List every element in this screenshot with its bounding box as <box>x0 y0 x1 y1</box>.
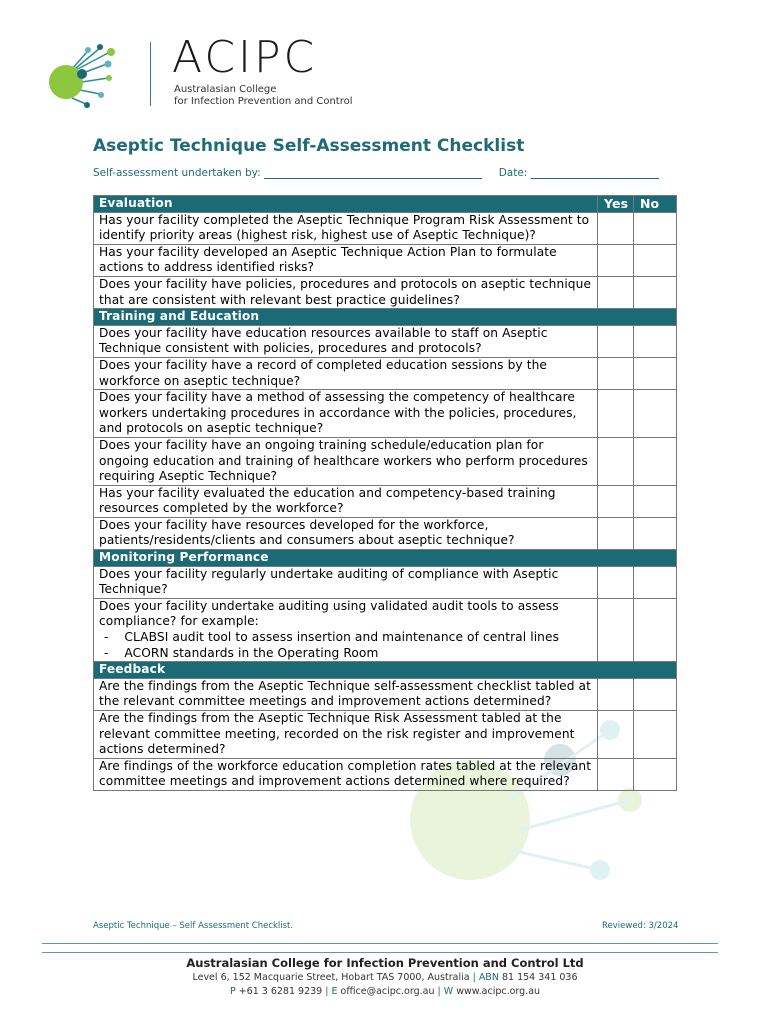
yes-checkbox[interactable] <box>598 566 634 598</box>
footer-doc-name: Aseptic Technique – Self Assessment Checklist. <box>93 921 294 931</box>
footer-contact-line: P +61 3 6281 9239 | E office@acipc.org.au | W www.acipc.org.au <box>229 986 541 997</box>
question-cell <box>94 598 598 661</box>
yes-checkbox[interactable] <box>598 437 634 485</box>
yes-checkbox[interactable] <box>598 276 634 308</box>
question-text: Has your facility completed the Aseptic Technique Program Risk Assessment to identify priority areas (highest risk, highest use of Aseptic Technique)? <box>94 212 598 244</box>
table-row <box>94 212 677 244</box>
footer-web-label: W <box>443 986 454 997</box>
yes-column-header: Yes <box>598 196 634 213</box>
question-text: Does your facility have resources developed for the workforce, patients/residents/clients and consumers about aseptic technique? <box>94 517 598 549</box>
sub-item-text: ACORN standards in the Operating Room <box>124 645 379 660</box>
question-text: Are the findings from the Aseptic Technique self-assessment checklist tabled at the relevant committee meetings and improvement actions determined? <box>94 678 598 710</box>
brand-subtitle <box>174 84 353 108</box>
footer-address: Level 6, 152 Macquarie Street, Hobart TAS 7000, Australia <box>192 972 470 983</box>
section-heading-evaluation: Evaluation <box>94 196 598 213</box>
table-header-row <box>94 196 677 213</box>
footer-web-link[interactable]: www.acipc.org.au <box>456 986 541 997</box>
question-text: Are findings of the workforce education completion rates tabled at the relevant committee meetings and improvement actions determined where required? <box>94 758 598 790</box>
sub-item-text: CLABSI audit tool to assess insertion and maintenance of central lines <box>124 630 560 645</box>
question-text: Does your facility have policies, procedures and protocols on aseptic technique that are consistent with relevant best practice guidelines? <box>94 276 598 308</box>
yes-checkbox[interactable] <box>598 390 634 438</box>
table-row <box>94 485 677 517</box>
yes-checkbox[interactable] <box>598 598 634 661</box>
no-checkbox[interactable] <box>634 758 677 790</box>
no-checkbox[interactable] <box>634 244 677 276</box>
yes-checkbox[interactable] <box>598 485 634 517</box>
no-checkbox[interactable] <box>634 357 677 389</box>
date-field[interactable] <box>531 168 659 179</box>
sub-item <box>99 646 597 662</box>
table-row <box>94 598 677 661</box>
footer-abn: 81 154 341 036 <box>501 972 578 983</box>
question-text: Are the findings from the Aseptic Technique Risk Assessment tabled at the relevant committee meeting, recorded on the risk register and improvement actions determined? <box>94 711 598 759</box>
question-text: Does your facility have an ongoing training schedule/education plan for ongoing education and training of healthcare workers who perform procedures requiring Aseptic Technique? <box>94 437 598 485</box>
table-row <box>94 325 677 357</box>
question-text: Does your facility regularly undertake auditing of compliance with Aseptic Technique? <box>94 566 598 598</box>
footer-reviewed-date: Reviewed: 3/2024 <box>602 921 679 931</box>
section-heading-monitoring: Monitoring Performance <box>94 550 677 567</box>
question-text: Does your facility have education resources available to staff on Aseptic Technique consistent with policies, procedures and protocols? <box>94 325 598 357</box>
no-checkbox[interactable] <box>634 390 677 438</box>
yes-checkbox[interactable] <box>598 357 634 389</box>
no-checkbox[interactable] <box>634 598 677 661</box>
footer-address-line: Level 6, 152 Macquarie Street, Hobart TAS 7000, Australia | ABN 81 154 341 036 <box>192 972 578 983</box>
footer-divider <box>42 952 718 953</box>
sub-bullet: - <box>104 630 109 645</box>
question-text: Does your facility have a record of completed education sessions by the workforce on aseptic technique? <box>94 357 598 389</box>
no-column-header: No <box>634 196 677 213</box>
date-label: Date: <box>498 167 528 179</box>
question-text: Has your facility evaluated the education and competency-based training resources completed by the workforce? <box>94 485 598 517</box>
brand-subtitle-line1: Australasian College <box>174 84 277 95</box>
no-checkbox[interactable] <box>634 276 677 308</box>
no-checkbox[interactable] <box>634 711 677 759</box>
table-row <box>94 276 677 308</box>
brand-subtitle-line2: for Infection Prevention and Control <box>174 96 353 107</box>
molecule-logo-icon <box>42 38 152 110</box>
yes-checkbox[interactable] <box>598 212 634 244</box>
no-checkbox[interactable] <box>634 212 677 244</box>
undertaken-by-label: Self-assessment undertaken by: <box>93 167 261 179</box>
yes-checkbox[interactable] <box>598 325 634 357</box>
page-title: Aseptic Technique Self-Assessment Checklist <box>93 136 525 156</box>
table-row <box>94 437 677 485</box>
footer-phone: +61 3 6281 9239 <box>238 986 323 997</box>
question-text: Does your facility undertake auditing using validated audit tools to assess compliance? for example: <box>99 598 559 629</box>
table-row <box>94 566 677 598</box>
yes-checkbox[interactable] <box>598 244 634 276</box>
section-row <box>94 309 677 326</box>
no-checkbox[interactable] <box>634 325 677 357</box>
assessment-line <box>93 167 659 179</box>
no-checkbox[interactable] <box>634 566 677 598</box>
table-row <box>94 678 677 710</box>
brand-name: ACIPC <box>172 32 318 83</box>
section-row <box>94 662 677 679</box>
table-row <box>94 711 677 759</box>
sub-item <box>99 630 597 646</box>
table-row <box>94 390 677 438</box>
yes-checkbox[interactable] <box>598 517 634 549</box>
footer-email-label: E <box>331 986 338 997</box>
no-checkbox[interactable] <box>634 678 677 710</box>
undertaken-by-field[interactable] <box>264 168 482 179</box>
no-checkbox[interactable] <box>634 485 677 517</box>
question-text: Does your facility have a method of assessing the competency of healthcare workers undertaking procedures in accordance with the policies, procedures, and protocols on aseptic technique? <box>94 390 598 438</box>
no-checkbox[interactable] <box>634 437 677 485</box>
section-heading-feedback: Feedback <box>94 662 677 679</box>
yes-checkbox[interactable] <box>598 711 634 759</box>
logo-divider <box>150 42 151 106</box>
sub-bullet: - <box>104 645 109 660</box>
footer-org-name: Australasian College for Infection Prevention and Control Ltd <box>186 956 584 970</box>
yes-checkbox[interactable] <box>598 678 634 710</box>
no-checkbox[interactable] <box>634 517 677 549</box>
table-row <box>94 244 677 276</box>
footer-phone-label: P <box>229 986 236 997</box>
footer-email-link[interactable]: office@acipc.org.au <box>340 986 435 997</box>
yes-checkbox[interactable] <box>598 758 634 790</box>
footer-abn-label: ABN <box>478 972 499 983</box>
section-row <box>94 550 677 567</box>
table-row <box>94 758 677 790</box>
footer-divider <box>42 943 718 944</box>
table-row <box>94 517 677 549</box>
table-row <box>94 357 677 389</box>
question-text: Has your facility developed an Aseptic Technique Action Plan to formulate actions to address identified risks? <box>94 244 598 276</box>
checklist-table <box>93 195 677 791</box>
section-heading-training: Training and Education <box>94 309 677 326</box>
